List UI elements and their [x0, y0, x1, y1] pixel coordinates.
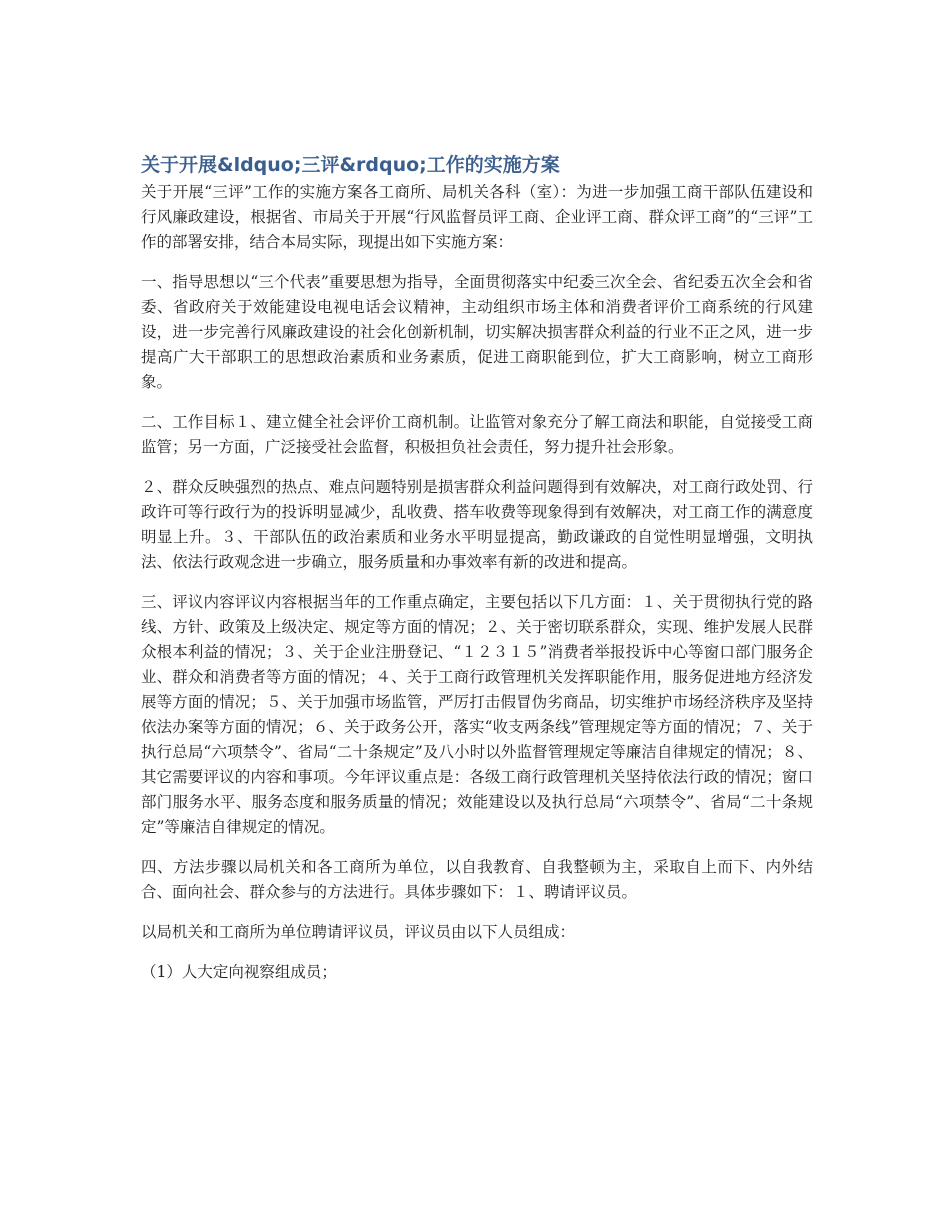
paragraph-evaluator-composition: 以局机关和工商所为单位聘请评议员，评议员由以下人员组成：	[141, 923, 576, 941]
paragraph-intro: 关于开展“三评”工作的实施方案各工商所、局机关各科（室）：为进一步加强工商干部队伍建设和行风廉政建设，根据省、市局关于开展“行风监督员评工商、企业评工商、群众评工商”的“三评”工作的部署安排，结合本局实际，现提出如下实施方案：	[141, 183, 813, 251]
paragraph-work-goals: 二、工作目标１、建立健全社会评价工商机制。让监管对象充分了解工商法和职能，自觉接受工商监管；另一方面，广泛接受社会监督，积极担负社会责任，努力提升社会形象。	[141, 413, 813, 456]
paragraph-evaluation-content: 三、评议内容评议内容根据当年的工作重点确定，主要包括以下几方面：１、关于贯彻执行党的路线、方针、政策及上级决定、规定等方面的情况；２、关于密切联系群众，实现、维护发展人民群众根本利益的情况；３、关于企业注册登记、“１２３１５”消费者举报投诉中心等窗口部门服务企业、群众和消费者等方面的情况；４、关于工商行政管理机关发挥职能作用，服务促进地方经济发展等方面的情况；５、关于加强市场监管，严厉打击假冒伪劣商品，切实维护市场经济秩序及坚持依法办案等方面的情况；６、关于政务公开，落实“收支两条线”管理规定等方面的情况；７、关于执行总局“六项禁令”、省局“二十条规定”及八小时以外监督管理规定等廉洁自律规定的情况；８、其它需要评议的内容和事项。今年评议重点是：各级工商行政管理机关坚持依法行政的情况；窗口部门服务水平、服务态度和服务质量的情况；效能建设以及执行总局“六项禁令”、省局“二十条规定”等廉洁自律规定的情况。	[141, 593, 813, 836]
paragraph-methods-steps: 四、方法步骤以局机关和各工商所为单位，以自我教育、自我整顿为主，采取自上而下、内外结合、面向社会、群众参与的方法进行。具体步骤如下：１、聘请评议员。	[141, 858, 813, 901]
paragraph-list-item-1: （1）人大定向视察组成员；	[141, 963, 337, 981]
document-title: 关于开展&ldquo;三评&rdquo;工作的实施方案	[141, 154, 560, 176]
paragraph-guiding-ideology: 一、指导思想以“三个代表”重要思想为指导，全面贯彻落实中纪委三次全会、省纪委五次全会和省委、省政府关于效能建设电视电话会议精神，主动组织市场主体和消费者评价工商系统的行风建设，进一步完善行风廉政建设的社会化创新机制，切实解决损害群众利益的行业不正之风，进一步提高广大干部职工的思想政治素质和业务素质，促进工商职能到位，扩大工商影响，树立工商形象。	[141, 273, 813, 391]
document-page	[141, 150, 813, 1000]
paragraph-work-goals-continued: ２、群众反映强烈的热点、难点问题特别是损害群众利益问题得到有效解决，对工商行政处罚、行政许可等行政行为的投诉明显减少，乱收费、搭车收费等现象得到有效解决，对工商工作的满意度明显上升。３、干部队伍的政治素质和业务水平明显提高，勤政谦政的自觉性明显增强，文明执法、依法行政观念进一步确立，服务质量和办事效率有新的改进和提高。	[141, 478, 813, 571]
